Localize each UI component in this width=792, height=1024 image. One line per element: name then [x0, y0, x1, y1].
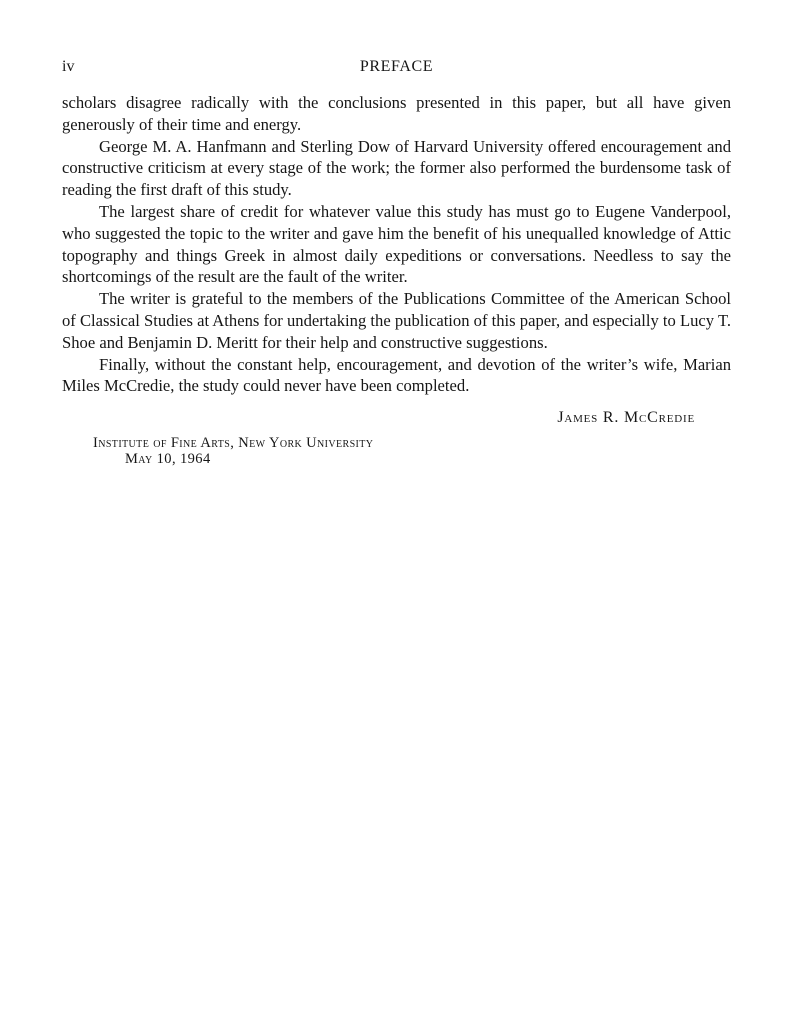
document-page — [62, 56, 731, 467]
preface-body — [62, 92, 731, 397]
paragraph-hanfmann-dow: George M. A. Hanfmann and Sterling Dow of Harvard University offered encouragement and constructive criticism at every stage of the work; the former also performed the burdensome task of reading the first draft of this study. — [62, 136, 731, 200]
author-signature: James R. McCredie — [557, 409, 695, 427]
paragraph-continued: scholars disagree radically with the conclusions presented in this paper, but all have given generously of their time and energy. — [62, 93, 731, 134]
preface-date: May 10, 1964 — [125, 451, 211, 468]
author-affiliation: Institute of Fine Arts, New York University — [93, 435, 374, 452]
paragraph-vanderpool: The largest share of credit for whatever value this study has must go to Eugene Vanderpool, who suggested the topic to the writer and gave him the benefit of his unequalled knowledge of Attic topography and things Greek in almost daily expeditions or conversations. Needless to say the shortcomings of the result are the fault of the writer. — [62, 201, 731, 287]
paragraph-acknowledgement-wife: Finally, without the constant help, encouragement, and devotion of the writer’s wife, Marian Miles McCredie, the study could never have been completed. — [62, 354, 731, 396]
page-number: iv — [62, 58, 75, 75]
running-head — [62, 56, 731, 78]
running-title: PREFACE — [359, 58, 434, 75]
paragraph-publications-committee: The writer is grateful to the members of the Publications Committee of the American School of Classical Studies at Athens for undertaking the publication of this paper, and especially to Lucy T. Shoe and Benjamin D. Meritt for their help and constructive suggestions. — [62, 289, 731, 352]
